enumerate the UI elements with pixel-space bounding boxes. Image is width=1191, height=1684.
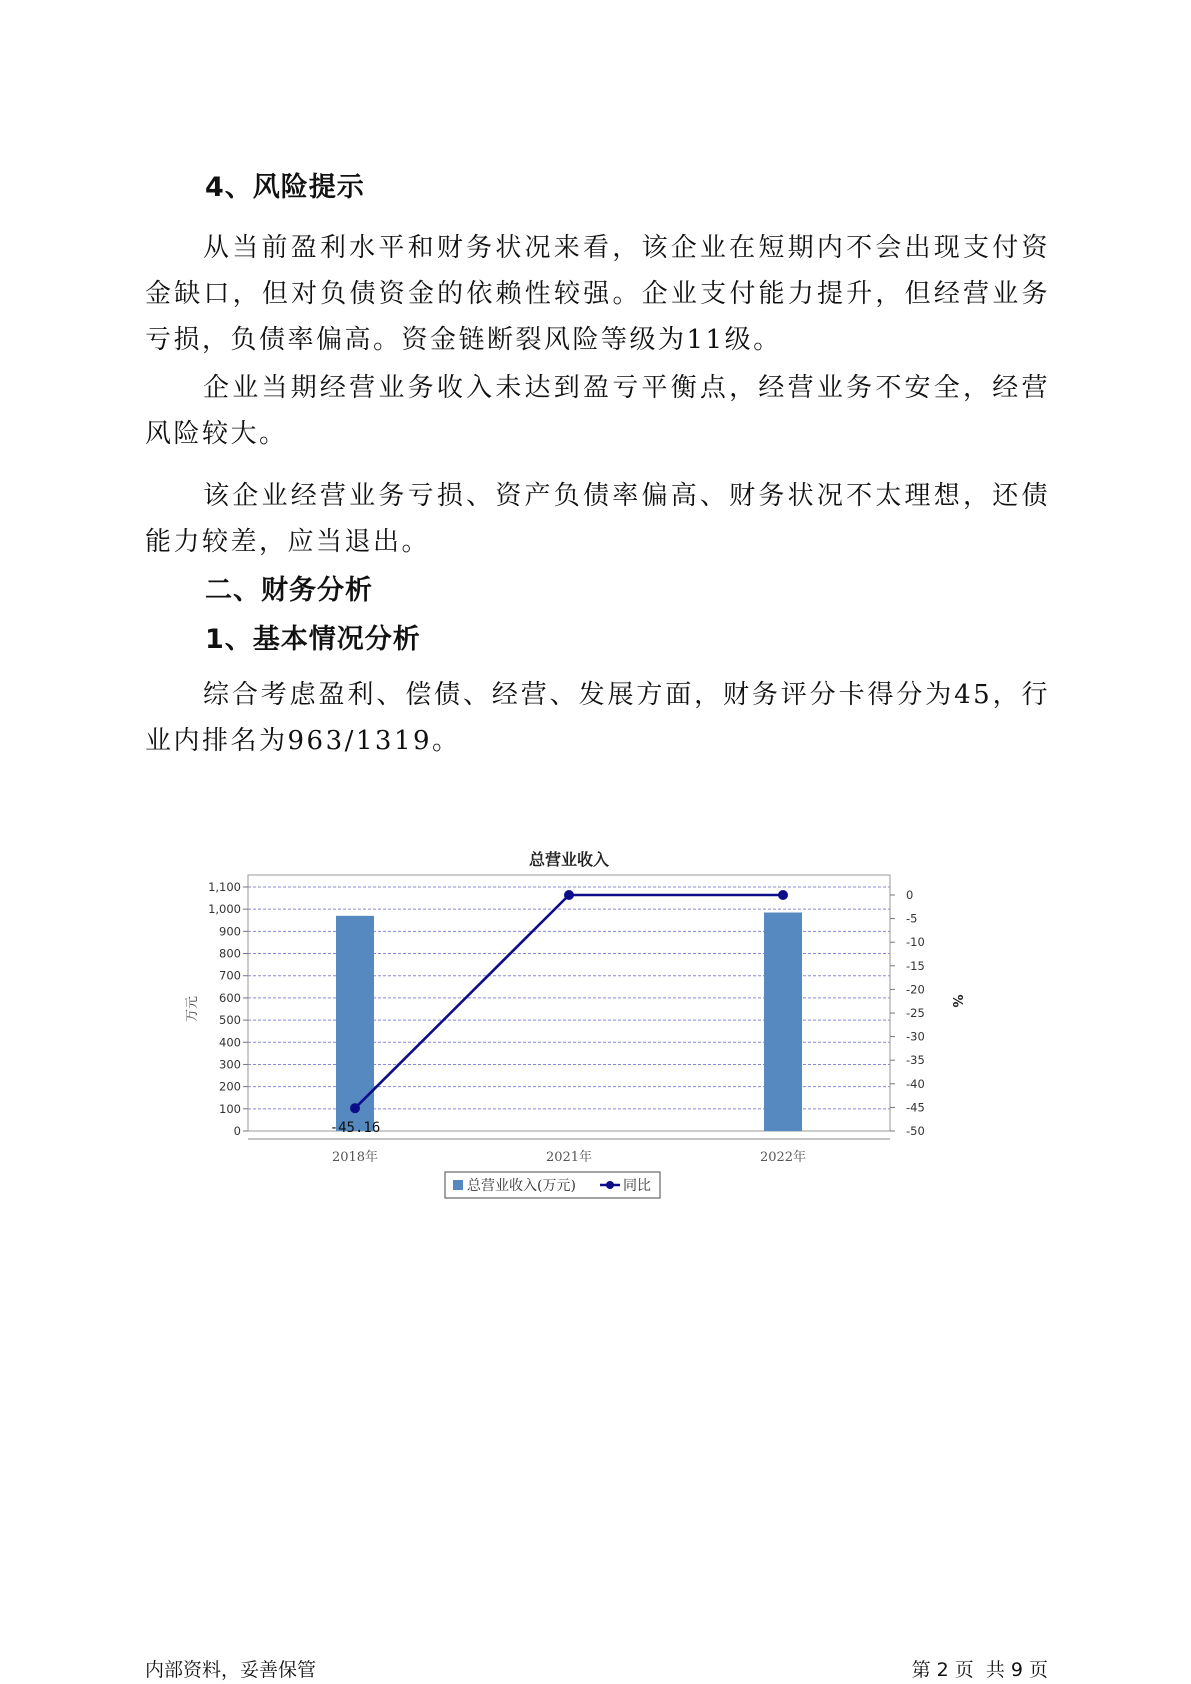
right-tick-label: -50 — [906, 1124, 925, 1138]
left-tick-label: 400 — [219, 1035, 241, 1050]
right-tick-label: -15 — [906, 958, 925, 973]
left-tick-label: 500 — [219, 1013, 241, 1028]
left-tick-label: 700 — [219, 968, 241, 983]
yoy-point — [564, 890, 574, 900]
right-tick-label: 0 — [906, 888, 914, 902]
left-tick-label: 100 — [219, 1101, 241, 1116]
footer-confidential: 内部资料，妥善保管 — [145, 1659, 317, 1681]
right-axis-label: % — [949, 994, 964, 1008]
revenue-bar — [336, 916, 374, 1131]
right-tick-label: -10 — [906, 935, 925, 950]
left-tick-label: 600 — [219, 990, 241, 1005]
risk-paragraph-2: 企业当期经营业务收入未达到盈亏平衡点，经营业务不安全，经营风险较大。 — [145, 373, 1050, 449]
left-tick-label: 800 — [219, 946, 241, 961]
chart-title: 总营业收入 — [528, 850, 610, 869]
left-axis-label: 万元 — [185, 995, 200, 1023]
right-tick-label: -35 — [906, 1053, 925, 1068]
left-tick-label: 900 — [219, 924, 241, 939]
left-tick-label: 1,000 — [208, 902, 241, 917]
risk-paragraph-1: 从当前盈利水平和财务状况来看，该企业在短期内不会出现支付资金缺口，但对负债资金的依赖性较强。企业支付能力提升，但经营业务亏损，负债率偏高。资金链断裂风险等级为11级。 — [145, 233, 1050, 355]
x-tick-label: 2021年 — [545, 1150, 593, 1165]
x-tick-label: 2018年 — [331, 1150, 379, 1165]
left-tick-label: 300 — [219, 1057, 241, 1072]
x-tick-label: 2022年 — [759, 1150, 807, 1165]
right-tick-label: -40 — [906, 1076, 925, 1091]
yoy-data-label: -45.16 — [329, 1120, 381, 1137]
yoy-point — [778, 890, 788, 900]
right-tick-label: -5 — [906, 911, 918, 926]
legend-bar-swatch — [453, 1180, 463, 1190]
section-4-heading: 4、风险提示 — [205, 172, 365, 203]
right-tick-label: -25 — [906, 1006, 925, 1020]
subsection-heading: 1、基本情况分析 — [205, 624, 421, 655]
right-tick-label: -45 — [906, 1100, 925, 1115]
footer-page-number: 第 2 页 共 9 页 — [911, 1659, 1048, 1681]
risk-paragraph-3: 该企业经营业务亏损、资产负债率偏高、财务状况不太理想，还债能力较差，应当退出。 — [145, 481, 1050, 557]
yoy-point — [350, 1103, 360, 1113]
revenue-bar — [764, 913, 802, 1131]
left-tick-label: 0 — [233, 1124, 241, 1138]
right-tick-label: -30 — [906, 1029, 925, 1044]
legend-bar-label: 总营业收入(万元) — [467, 1178, 576, 1194]
left-tick-label: 1,100 — [208, 880, 241, 894]
section-heading: 二、财务分析 — [205, 575, 373, 606]
legend-line-marker — [606, 1181, 614, 1189]
right-tick-label: -20 — [906, 982, 925, 997]
revenue-chart — [180, 835, 964, 1305]
left-tick-label: 200 — [219, 1079, 241, 1094]
legend-line-label: 同比 — [623, 1178, 651, 1194]
analysis-paragraph: 综合考虑盈利、偿债、经营、发展方面，财务评分卡得分为45，行业内排名为963/1319。 — [145, 680, 1050, 756]
